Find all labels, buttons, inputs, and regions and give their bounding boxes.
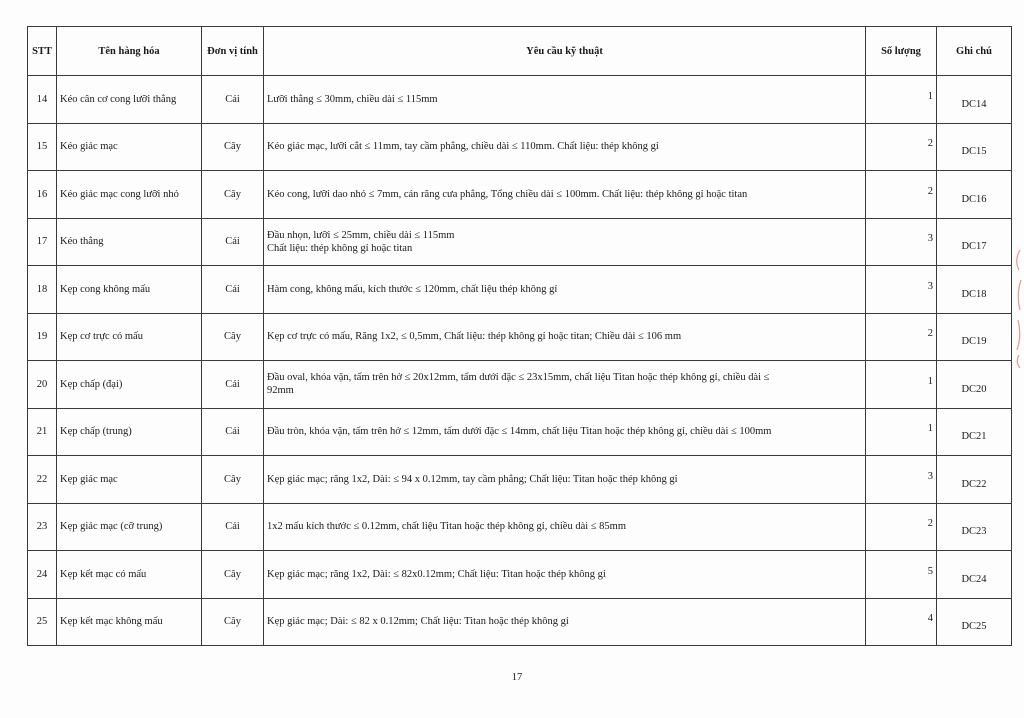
- cell-note: [937, 456, 1012, 504]
- spec-line-2: Chất liệu: thép không gỉ hoặc titan: [267, 242, 413, 254]
- cell-note: [937, 598, 1012, 646]
- spec-line: Kẹp giác mạc; răng 1x2, Dài: ≤ 94 x 0.12mm, tay cầm phẳng; Chất liệu: Titan hoặc thép không gỉ: [267, 473, 678, 485]
- spec-line: Lưỡi thẳng ≤ 30mm, chiều dài ≤ 115mm: [267, 93, 438, 105]
- stamp-edge-mark: [1010, 240, 1024, 370]
- header-note: Ghi chú: [937, 27, 1012, 76]
- cell-spec: [264, 76, 866, 124]
- cell-unit: Cái: [202, 218, 264, 266]
- header-spec: Yêu cầu kỹ thuật: [264, 27, 866, 76]
- cell-qty: [866, 313, 937, 361]
- cell-name: Kéo thẳng: [57, 218, 202, 266]
- cell-stt: 20: [28, 361, 57, 409]
- cell-spec: [264, 598, 866, 646]
- cell-qty-value: 1: [927, 90, 933, 102]
- table-row: [28, 456, 1012, 504]
- cell-qty-value: 3: [927, 470, 933, 482]
- cell-qty-value: 5: [927, 565, 933, 577]
- spec-line: Kẹp giác mạc; Dài: ≤ 82 x 0.12mm; Chất liệu: Titan hoặc thép không gỉ: [267, 616, 569, 628]
- cell-note-value: DC25: [961, 621, 987, 633]
- cell-note-value: DC16: [961, 193, 987, 205]
- cell-stt: 21: [28, 408, 57, 456]
- table-row: [28, 76, 1012, 124]
- cell-qty: [866, 456, 937, 504]
- cell-unit: Cái: [202, 76, 264, 124]
- cell-stt: 15: [28, 123, 57, 171]
- table-body: [28, 76, 1012, 646]
- cell-note: [937, 266, 1012, 314]
- cell-spec: [264, 361, 866, 409]
- cell-note: [937, 123, 1012, 171]
- cell-spec: [264, 123, 866, 171]
- spec-line: 1x2 mấu kích thước ≤ 0.12mm, chất liệu Titan hoặc thép không gỉ, chiều dài ≤ 85mm: [267, 521, 627, 533]
- cell-note-value: DC24: [961, 573, 987, 585]
- header-qty: Số lượng: [866, 27, 937, 76]
- spec-line: Kẹp giác mạc; răng 1x2, Dài: ≤ 82x0.12mm; Chất liệu: Titan hoặc thép không gỉ: [267, 568, 606, 580]
- cell-stt: 19: [28, 313, 57, 361]
- cell-note-value: DC23: [961, 526, 987, 538]
- cell-name: Kẹp giác mạc (cỡ trung): [57, 503, 202, 551]
- cell-qty-value: 4: [927, 613, 933, 625]
- cell-qty: [866, 171, 937, 219]
- cell-unit: Cây: [202, 598, 264, 646]
- cell-unit: Cây: [202, 456, 264, 504]
- goods-table: [27, 26, 1012, 646]
- header-name: Tên hàng hóa: [57, 27, 202, 76]
- cell-stt: 22: [28, 456, 57, 504]
- spec-line: Đầu oval, khóa vặn, tấm trên hở ≤ 20x12mm, tấm dưới đặc ≤ 23x15mm, chất liệu Titan hoặc thép không gỉ, chiều dài ≤: [267, 372, 770, 384]
- cell-name: Kẹp kết mạc có mấu: [57, 551, 202, 599]
- cell-spec: [264, 503, 866, 551]
- cell-qty: [866, 598, 937, 646]
- cell-spec: [264, 171, 866, 219]
- spec-line: Kẹp cơ trực có mấu, Răng 1x2, ≤ 0,5mm, Chất liệu: thép không gỉ hoặc titan; Chiều dài ≤ 106 mm: [267, 331, 682, 343]
- cell-stt: 17: [28, 218, 57, 266]
- cell-name: Kéo giác mạc: [57, 123, 202, 171]
- cell-name: Kẹp kết mạc không mấu: [57, 598, 202, 646]
- cell-note-value: DC20: [961, 383, 987, 395]
- cell-spec: [264, 551, 866, 599]
- cell-spec: [264, 408, 866, 456]
- table-row: [28, 598, 1012, 646]
- cell-note-value: DC19: [961, 336, 987, 348]
- cell-note: [937, 361, 1012, 409]
- cell-stt: 24: [28, 551, 57, 599]
- cell-note-value: DC14: [961, 98, 987, 110]
- cell-qty: [866, 361, 937, 409]
- cell-note: [937, 503, 1012, 551]
- cell-spec: [264, 313, 866, 361]
- cell-note: [937, 408, 1012, 456]
- cell-qty: [866, 123, 937, 171]
- cell-qty: [866, 266, 937, 314]
- cell-qty: [866, 218, 937, 266]
- table-row: [28, 218, 1012, 266]
- cell-note-value: DC15: [961, 146, 987, 158]
- cell-name: Kẹp giác mạc: [57, 456, 202, 504]
- table-row: [28, 503, 1012, 551]
- table-row: [28, 361, 1012, 409]
- cell-qty: [866, 76, 937, 124]
- cell-name: Kẹp chấp (trung): [57, 408, 202, 456]
- cell-note-value: DC21: [961, 431, 987, 443]
- cell-unit: Cây: [202, 171, 264, 219]
- cell-unit: Cây: [202, 313, 264, 361]
- cell-qty-value: 3: [927, 233, 933, 245]
- table-row: [28, 123, 1012, 171]
- cell-name: Kẹp cơ trực có mấu: [57, 313, 202, 361]
- cell-note: [937, 171, 1012, 219]
- spec-line-2: 92mm: [267, 385, 294, 397]
- header-stt: STT: [28, 27, 57, 76]
- cell-qty-value: 3: [927, 280, 933, 292]
- cell-qty-value: 2: [927, 518, 933, 530]
- cell-spec: [264, 266, 866, 314]
- cell-unit: Cây: [202, 551, 264, 599]
- spec-line: Kéo giác mạc, lưỡi cắt ≤ 11mm, tay cầm phẳng, chiều dài ≤ 110mm. Chất liệu: thép không gỉ: [267, 141, 659, 153]
- spec-line: Hàm cong, không mấu, kích thước ≤ 120mm, chất liệu thép không gỉ: [267, 283, 558, 295]
- cell-note: [937, 218, 1012, 266]
- cell-note-value: DC18: [961, 288, 987, 300]
- cell-note: [937, 76, 1012, 124]
- cell-qty-value: 2: [927, 328, 933, 340]
- cell-name: Kẹp cong không mấu: [57, 266, 202, 314]
- page-number: 17: [511, 672, 523, 683]
- cell-qty: [866, 503, 937, 551]
- cell-note: [937, 313, 1012, 361]
- cell-qty-value: 1: [927, 423, 933, 435]
- cell-note-value: DC17: [961, 241, 987, 253]
- table-row: [28, 266, 1012, 314]
- cell-qty: [866, 408, 937, 456]
- cell-qty-value: 2: [927, 138, 933, 150]
- cell-stt: 16: [28, 171, 57, 219]
- cell-qty-value: 1: [927, 375, 933, 387]
- cell-name: Kéo giác mạc cong lưỡi nhỏ: [57, 171, 202, 219]
- cell-unit: Cái: [202, 408, 264, 456]
- cell-qty-value: 2: [927, 185, 933, 197]
- header-unit: Đơn vị tính: [202, 27, 264, 76]
- cell-note-value: DC22: [961, 478, 987, 490]
- cell-note: [937, 551, 1012, 599]
- cell-unit: Cây: [202, 123, 264, 171]
- cell-unit: Cái: [202, 361, 264, 409]
- spec-line: Đầu tròn, khóa vặn, tấm trên hở ≤ 12mm, tấm dưới đặc ≤ 14mm, chất liệu Titan hoặc thép không gỉ, chiều dài ≤ 100mm: [267, 426, 772, 438]
- cell-unit: Cái: [202, 266, 264, 314]
- spec-line: Đầu nhọn, lưỡi ≤ 25mm, chiều dài ≤ 115mm: [267, 229, 455, 241]
- cell-spec: [264, 456, 866, 504]
- table-header-row: [28, 27, 1012, 76]
- cell-unit: Cái: [202, 503, 264, 551]
- cell-qty: [866, 551, 937, 599]
- cell-name: Kẹp chấp (đại): [57, 361, 202, 409]
- cell-stt: 18: [28, 266, 57, 314]
- table-row: [28, 171, 1012, 219]
- spec-line: Kéo cong, lưỡi dao nhỏ ≤ 7mm, cán răng cưa phẳng, Tổng chiều dài ≤ 100mm. Chất liệu: thép không gỉ hoặc titan: [267, 188, 748, 200]
- cell-spec: [264, 218, 866, 266]
- cell-stt: 23: [28, 503, 57, 551]
- cell-stt: 25: [28, 598, 57, 646]
- table-row: [28, 408, 1012, 456]
- cell-stt: 14: [28, 76, 57, 124]
- table-row: [28, 551, 1012, 599]
- cell-name: Kéo cân cơ cong lưỡi thẳng: [57, 76, 202, 124]
- table-row: [28, 313, 1012, 361]
